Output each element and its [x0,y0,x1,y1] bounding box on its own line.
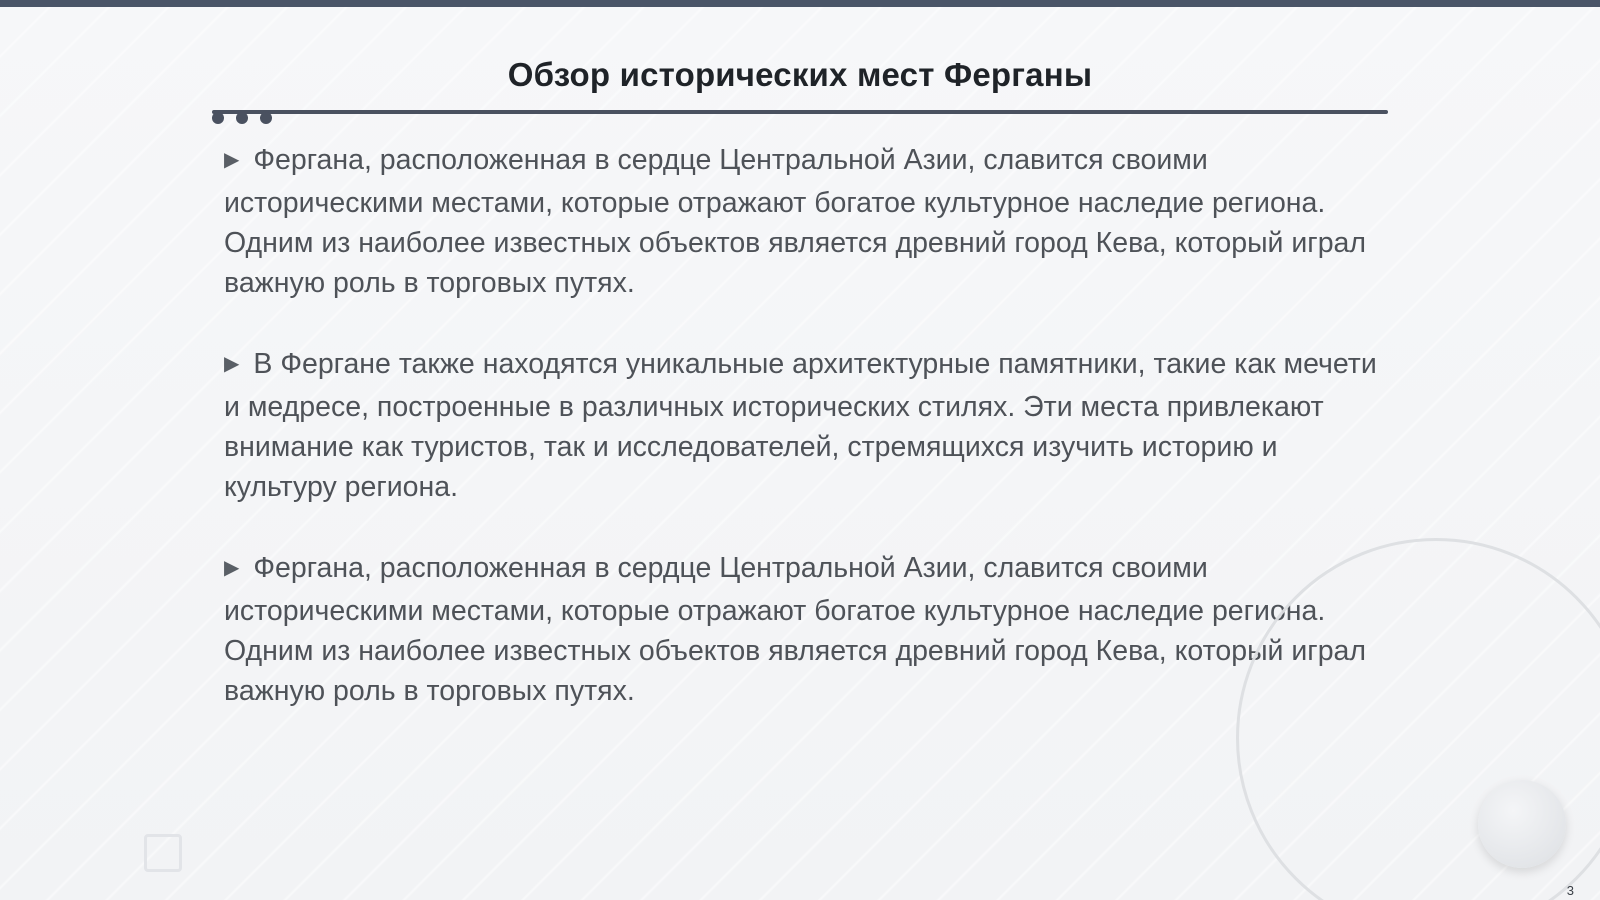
triangle-right-icon: ▶ [224,557,240,579]
slide-title: Обзор исторических мест Ферганы [507,56,1093,93]
triangle-right-icon: ▶ [224,353,240,375]
page-number: 3 [1566,883,1574,898]
dot-icon [236,112,248,124]
bullet-paragraph [224,344,1394,507]
dot-icon [260,112,272,124]
paragraph-text: Фергана, расположенная в сердце Центральной Азии, славится своими историческими местами, которые отражают богатое культурное наследие региона. Одним из наиболее известных объектов является древний город Кева, который играл важную роль в торговых путях. [224,144,1367,299]
title-underline [212,110,1388,114]
slide-body [224,140,1394,752]
top-accent-bar [0,0,1600,7]
triangle-right-icon: ▶ [224,149,240,171]
paragraph-text: Фергана, расположенная в сердце Центральной Азии, славится своими историческими местами, которые отражают богатое культурное наследие региона. Одним из наиболее известных объектов является древний город Кева, который играл важную роль в торговых путях. [224,552,1367,707]
decorative-square [144,834,182,872]
paragraph-text: В Фергане также находятся уникальные архитектурные памятники, такие как мечети и медресе, построенные в различных исторических стилях. Эти места привлекают внимание как туристов, так и исследователей, стремящихся изучить историю и культуру региона. [224,348,1377,503]
bullet-paragraph [224,548,1394,711]
decorative-circle [1478,780,1566,868]
bullet-paragraph [224,140,1394,303]
dot-icon [212,112,224,124]
